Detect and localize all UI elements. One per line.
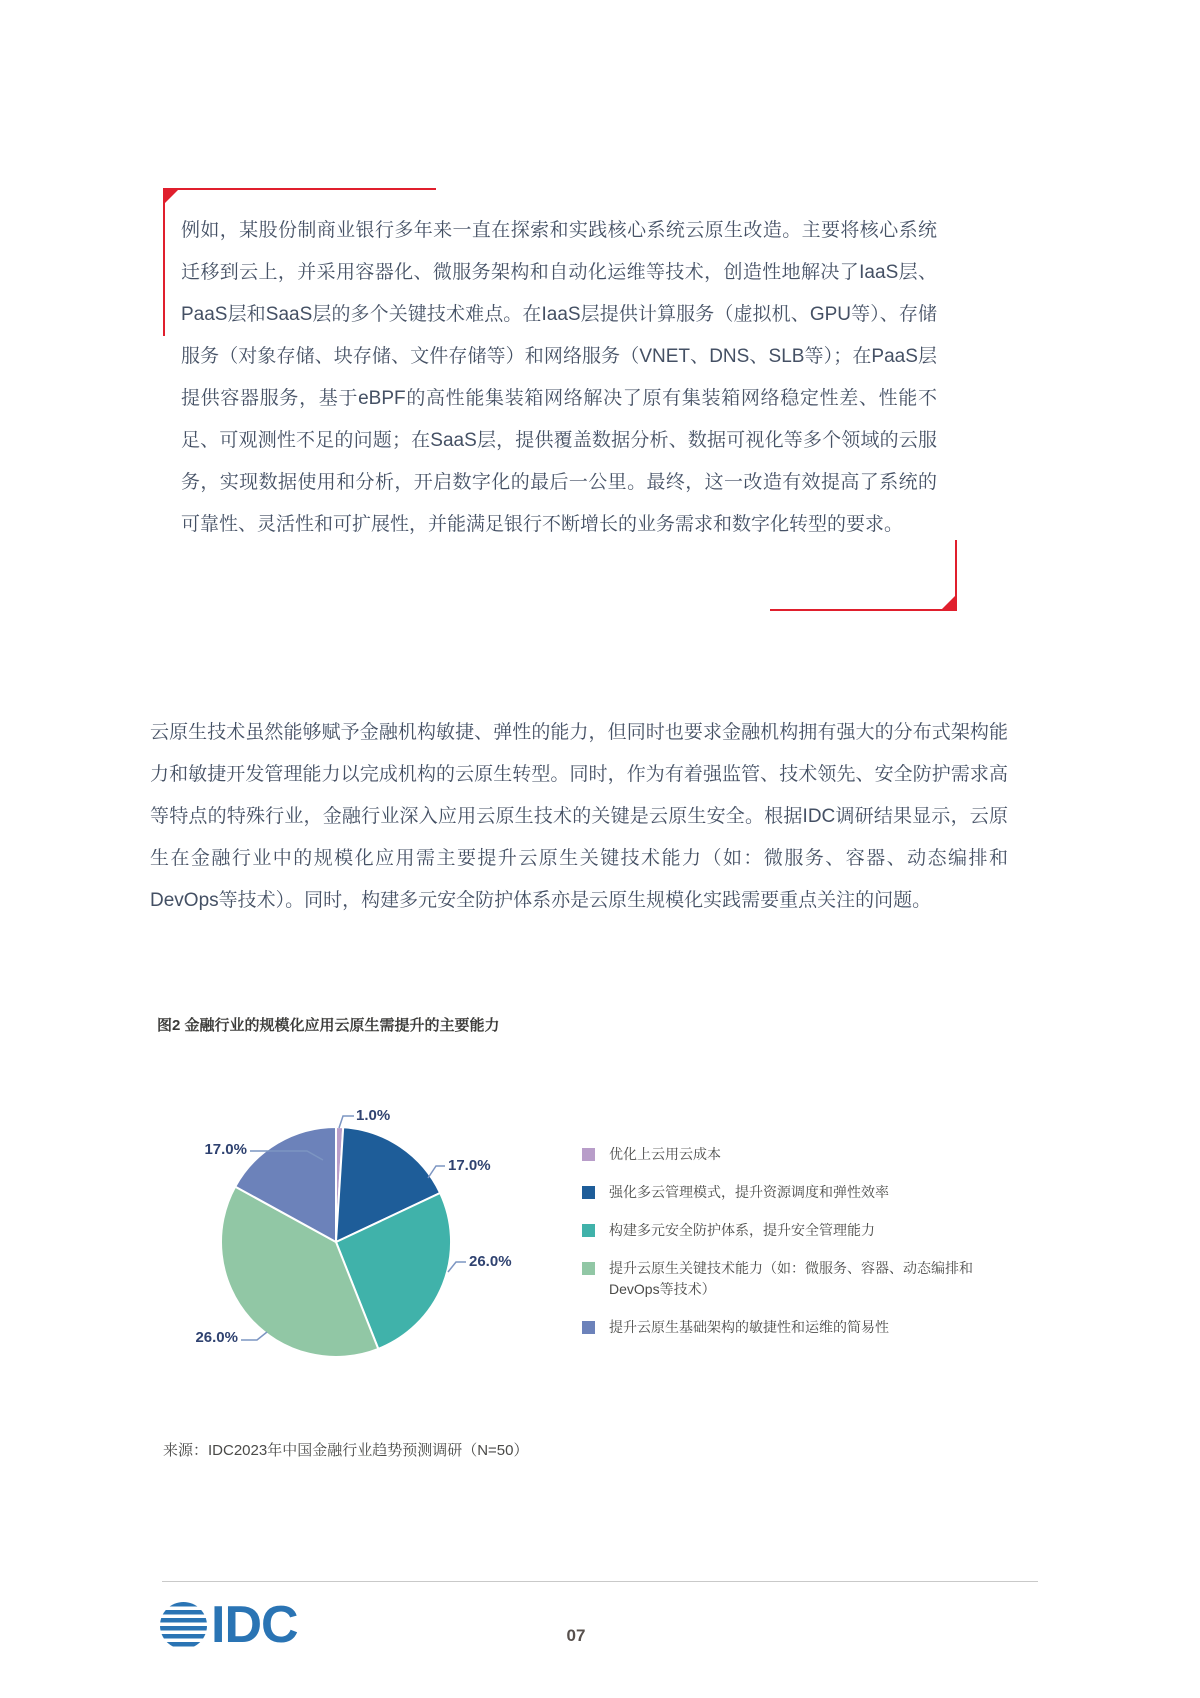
legend-label: 提升云原生基础架构的敏捷性和运维的简易性 <box>609 1319 889 1335</box>
legend-label: 提升云原生关键技术能力（如：微服务、容器、动态编排和DevOps等技术） <box>609 1260 973 1297</box>
legend-item <box>582 1144 982 1165</box>
idc-logo <box>160 1596 298 1654</box>
quote-block: 例如，某股份制商业银行多年来一直在探索和实践核心系统云原生改造。主要将核心系统迁移到云上，并采用容器化、微服务架构和自动化运维等技术，创造性地解决了IaaS层、PaaS层和SaaS层的多个关键技术难点。在IaaS层提供计算服务（虚拟机、GPU等）、存储服务（对象存储、块存储、文件存储等）和网络服务（VNET、DNS、SLB等）；在PaaS层提供容器服务，基于eBPF的高性能集装箱网络解决了原有集装箱网络稳定性差、性能不足、可观测性不足的问题；在SaaS层，提供覆盖数据分析、数据可视化等多个领域的云服务，实现数据使用和分析，开启数字化的最后一公里。最终，这一改造有效提高了系统的可靠性、灵活性和可扩展性，并能满足银行不断增长的业务需求和数字化转型的要求。 <box>181 220 937 535</box>
legend-item <box>582 1220 982 1241</box>
legend-label: 强化多云管理模式，提升资源调度和弹性效率 <box>609 1184 889 1200</box>
page-number: 07 <box>566 1626 586 1645</box>
figure-source: 来源：IDC2023年中国金融行业趋势预测调研（N=50） <box>163 1442 529 1459</box>
legend-swatch-icon <box>582 1224 595 1237</box>
legend-label: 优化上云用云成本 <box>609 1146 721 1162</box>
legend-swatch-icon <box>582 1262 595 1275</box>
idc-globe-icon <box>160 1602 207 1649</box>
quote-top-horizontal-line <box>163 188 436 190</box>
legend-item <box>582 1258 982 1300</box>
chart-legend <box>582 1144 982 1355</box>
pie-slices <box>221 1127 451 1357</box>
quote-bottom-horizontal-line <box>770 609 957 611</box>
pie-label-key-tech: 26.0% <box>195 1329 238 1346</box>
legend-swatch-icon <box>582 1321 595 1334</box>
quote-top-vertical-line <box>163 188 165 336</box>
pie-label-infra-agility: 17.0% <box>204 1141 247 1158</box>
body-paragraph: 云原生技术虽然能够赋予金融机构敏捷、弹性的能力，但同时也要求金融机构拥有强大的分布式架构能力和敏捷开发管理能力以完成机构的云原生转型。同时，作为有着强监管、技术领先、安全防护需求高等特点的特殊行业，金融行业深入应用云原生技术的关键是云原生安全。根据IDC调研结果显示，云原生在金融行业中的规模化应用需主要提升云原生关键技术能力（如：微服务、容器、动态编排和DevOps等技术）。同时，构建多元安全防护体系亦是云原生规模化实践需要重点关注的问题。 <box>150 722 1008 911</box>
legend-label: 构建多元安全防护体系，提升安全管理能力 <box>609 1222 875 1238</box>
figure-caption: 图2 金融行业的规模化应用云原生需提升的主要能力 <box>157 1017 500 1034</box>
pie-label-multicloud-mgmt: 17.0% <box>448 1157 491 1174</box>
legend-swatch-icon <box>582 1186 595 1199</box>
legend-item <box>582 1182 982 1203</box>
legend-swatch-icon <box>582 1148 595 1161</box>
idc-logo-text: IDC <box>211 1596 298 1654</box>
quote-bottom-corner-triangle-icon <box>942 595 956 609</box>
legend-item <box>582 1317 982 1338</box>
footer-divider <box>162 1581 1038 1582</box>
pie-label-optimize-cost: 1.0% <box>356 1107 391 1124</box>
pie-label-security-system: 26.0% <box>469 1253 512 1270</box>
quote-top-corner-triangle-icon <box>164 190 178 204</box>
